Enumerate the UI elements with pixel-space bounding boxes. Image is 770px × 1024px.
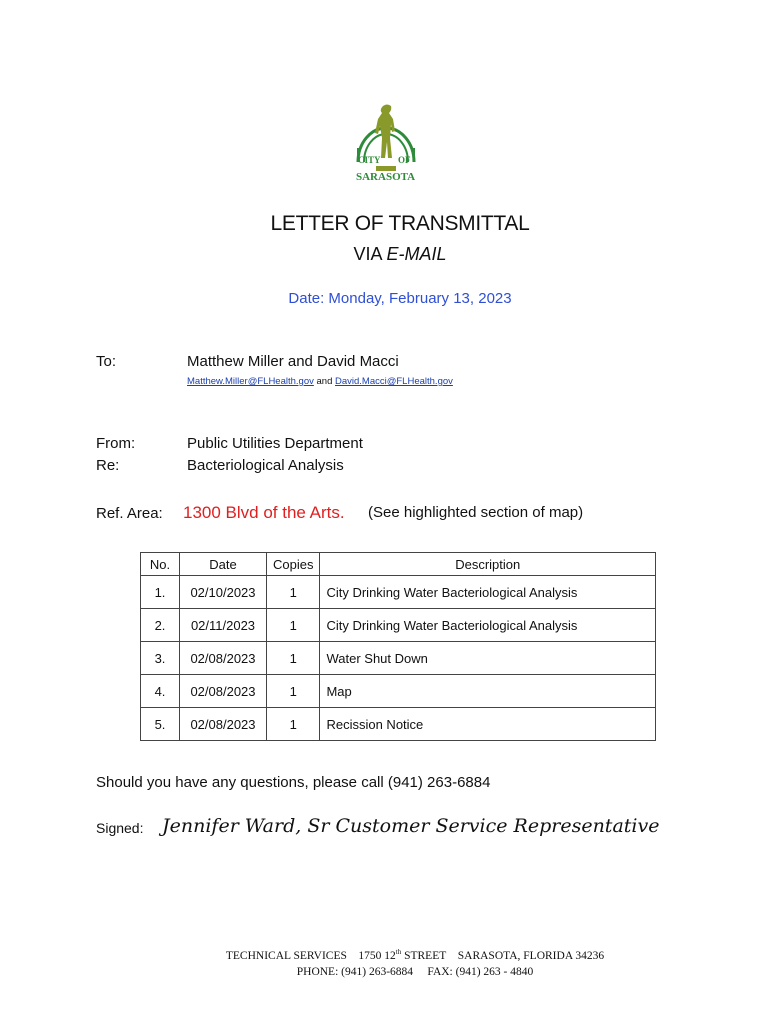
- col-date: Date: [180, 553, 267, 576]
- ref-area-value: 1300 Blvd of the Arts.: [183, 503, 345, 522]
- ref-area-label: Ref. Area:: [96, 505, 163, 522]
- cell-description: City Drinking Water Bacteriological Analysis: [320, 576, 656, 609]
- col-no: No.: [141, 553, 180, 576]
- table-row: [141, 642, 656, 675]
- cell-copies: 1: [267, 642, 320, 675]
- cell-date: 02/08/2023: [180, 708, 267, 741]
- footer-address-line: [0, 944, 770, 964]
- footer-fax: FAX: (941) 263 - 4840: [427, 965, 534, 978]
- col-description: Description: [320, 553, 656, 576]
- document-subtitle: [0, 244, 770, 265]
- table-header-row: [141, 553, 656, 576]
- footer-org: TECHNICAL SERVICES: [225, 949, 347, 962]
- email-link-1[interactable]: Matthew.Miller@FLHealth.gov: [187, 376, 314, 387]
- letter-date: Date: Monday, February 13, 2023: [288, 290, 512, 307]
- transmittal-table: [140, 552, 656, 741]
- email-conjunction: and: [313, 376, 335, 387]
- footer: [0, 944, 770, 980]
- subtitle-prefix: VIA: [353, 244, 387, 264]
- cell-no: 1.: [141, 576, 180, 609]
- signed-label: Signed:: [96, 820, 144, 836]
- footer-street-sup: th: [395, 948, 402, 956]
- cell-description: Map: [320, 675, 656, 708]
- to-label: To:: [96, 353, 117, 370]
- cell-no: 2.: [141, 609, 180, 642]
- to-emails: [187, 376, 453, 387]
- footer-street-rest: STREET: [401, 949, 447, 962]
- svg-text:OF: OF: [398, 155, 411, 165]
- ref-area-note: (See highlighted section of map): [368, 504, 584, 521]
- city-of-sarasota-logo: [350, 100, 422, 190]
- cell-date: 02/08/2023: [180, 642, 267, 675]
- cell-no: 5.: [141, 708, 180, 741]
- cell-no: 4.: [141, 675, 180, 708]
- document-title: LETTER OF TRANSMITTAL: [270, 212, 530, 235]
- from-label: From:: [96, 435, 136, 452]
- cell-date: 02/08/2023: [180, 675, 267, 708]
- col-copies: Copies: [267, 553, 320, 576]
- from-value: Public Utilities Department: [187, 435, 363, 452]
- email-link-2[interactable]: David.Macci@FLHealth.gov: [335, 376, 453, 387]
- cell-copies: 1: [267, 609, 320, 642]
- table-row: [141, 675, 656, 708]
- table-row: [141, 708, 656, 741]
- footer-street-num: 1750 12: [358, 949, 396, 962]
- subtitle-method: E-MAIL: [386, 244, 447, 264]
- contact-question: Should you have any questions, please call (941) 263-6884: [96, 774, 491, 791]
- cell-copies: 1: [267, 675, 320, 708]
- re-value: Bacteriological Analysis: [187, 457, 344, 474]
- footer-phone: PHONE: (941) 263-6884: [296, 965, 414, 978]
- table-row: [141, 609, 656, 642]
- cell-copies: 1: [267, 708, 320, 741]
- cell-copies: 1: [267, 576, 320, 609]
- to-names: Matthew Miller and David Macci: [187, 353, 399, 370]
- re-label: Re:: [96, 457, 120, 474]
- signature: Jennifer Ward, Sr Customer Service Representative: [162, 815, 660, 837]
- footer-contact-line: [0, 964, 770, 980]
- footer-city: SARASOTA, FLORIDA 34236: [457, 949, 605, 962]
- cell-date: 02/11/2023: [180, 609, 267, 642]
- table-row: [141, 576, 656, 609]
- cell-description: Recission Notice: [320, 708, 656, 741]
- cell-description: Water Shut Down: [320, 642, 656, 675]
- cell-no: 3.: [141, 642, 180, 675]
- cell-date: 02/10/2023: [180, 576, 267, 609]
- svg-text:CITY: CITY: [358, 155, 381, 165]
- svg-text:SARASOTA: SARASOTA: [356, 171, 416, 183]
- cell-description: City Drinking Water Bacteriological Analysis: [320, 609, 656, 642]
